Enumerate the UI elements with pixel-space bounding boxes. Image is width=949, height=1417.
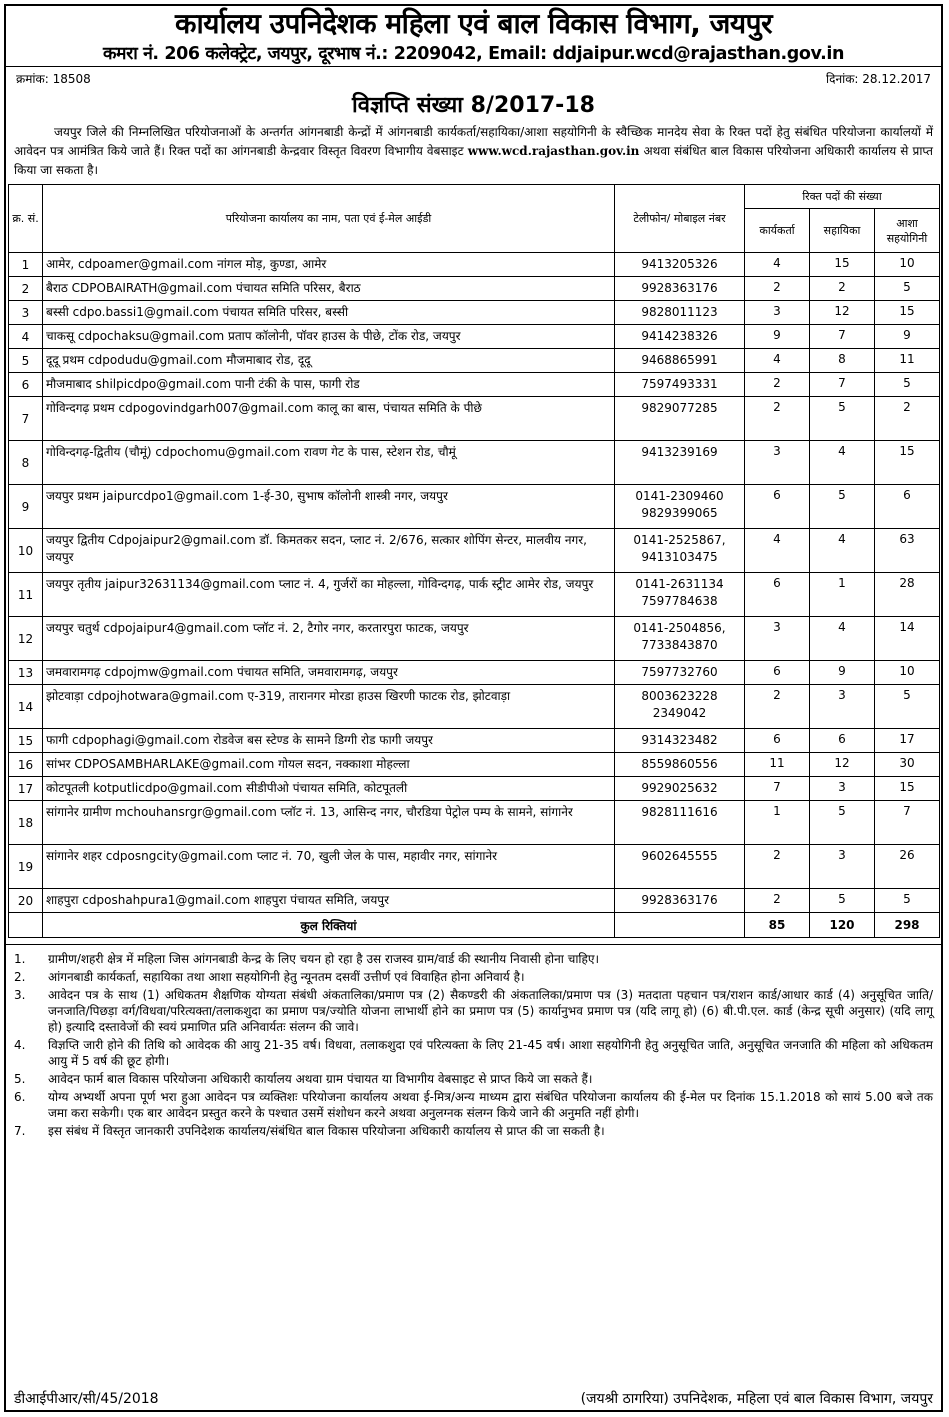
row-sn: 8 bbox=[9, 441, 43, 485]
row-helper: 3 bbox=[810, 845, 875, 889]
term-item bbox=[14, 951, 933, 967]
row-worker: 2 bbox=[745, 845, 810, 889]
row-phone: 7597493331 bbox=[615, 373, 745, 397]
table-row bbox=[9, 373, 940, 397]
row-helper: 7 bbox=[810, 325, 875, 349]
row-sn: 9 bbox=[9, 485, 43, 529]
row-phone: 7597732760 bbox=[615, 661, 745, 685]
row-asha: 15 bbox=[875, 441, 940, 485]
row-sn: 6 bbox=[9, 373, 43, 397]
row-phone: 9468865991 bbox=[615, 349, 745, 373]
notice-number: विज्ञप्ति संख्या 8/2017-18 bbox=[352, 93, 595, 118]
row-office: फागी cdpophagi@gmail.com रोडवेज बस स्टेण्ड के सामने डिग्गी रोड फागी जयपुर bbox=[43, 729, 615, 753]
row-asha: 30 bbox=[875, 753, 940, 777]
row-office: चाकसू cdpochaksu@gmail.com प्रताप कॉलोनी, पॉवर हाउस के पीछे, टोंक रोड, जयपुर bbox=[43, 325, 615, 349]
row-asha: 10 bbox=[875, 661, 940, 685]
row-worker: 6 bbox=[745, 485, 810, 529]
term-text: योग्य अभ्यर्थी अपना पूर्ण भरा हुआ आवेदन पत्र व्यक्तिशः परियोजना कार्यालय अथवा ई-मित्र/अन्य माध्यम द्वारा संबंधित परियोजना कार्यालय की ई-मेल पर दिनांक 15.1.2018 को सायं 5.00 बजे तक जमा करा सकेगी। एक बार आवेदन प्रस्तुत करने के पश्चात उसमें संशोधन करने अथवा अनुलग्नक संलग्न किये जाने की अनुमति नहीं होगी। bbox=[48, 1090, 933, 1120]
row-phone: 9828111616 bbox=[615, 801, 745, 845]
row-worker: 4 bbox=[745, 529, 810, 573]
row-worker: 6 bbox=[745, 661, 810, 685]
row-worker: 2 bbox=[745, 685, 810, 729]
term-item bbox=[14, 969, 933, 985]
table-row bbox=[9, 661, 940, 685]
row-asha: 15 bbox=[875, 777, 940, 801]
row-helper: 8 bbox=[810, 349, 875, 373]
row-phone: 0141-2309460 9829399065 bbox=[615, 485, 745, 529]
ref-number: क्रमांक: 18508 bbox=[16, 72, 91, 86]
row-phone: 9928363176 bbox=[615, 277, 745, 301]
table-row bbox=[9, 889, 940, 913]
row-phone: 9413239169 bbox=[615, 441, 745, 485]
term-number: 6. bbox=[14, 1090, 26, 1104]
row-office: बस्सी cdpo.bassi1@gmail.com पंचायत समिति परिसर, बस्सी bbox=[43, 301, 615, 325]
row-worker: 7 bbox=[745, 777, 810, 801]
table-row bbox=[9, 573, 940, 617]
table-row bbox=[9, 397, 940, 441]
table-row bbox=[9, 441, 940, 485]
row-asha: 10 bbox=[875, 253, 940, 277]
row-phone: 9929025632 bbox=[615, 777, 745, 801]
total-row bbox=[9, 913, 940, 938]
row-helper: 2 bbox=[810, 277, 875, 301]
row-office: सांगानेर ग्रामीण mchouhansrgr@gmail.com प्लॉट नं. 13, आसिन्द नगर, चौरडिया पेट्रोल पम्प के सामने, सांगानेर bbox=[43, 801, 615, 845]
row-worker: 11 bbox=[745, 753, 810, 777]
row-office: आमेर, cdpoamer@gmail.com नांगल मोड़, कुण्डा, आमेर bbox=[43, 253, 615, 277]
row-office: जयपुर द्वितीय Cdpojaipur2@gmail.com डॉ. किमतकर सदन, प्लाट नं. 2/676, सत्कार शोपिंग सेन्टर, मालवीय नगर, जयपुर bbox=[43, 529, 615, 573]
term-number: 5. bbox=[14, 1072, 26, 1086]
term-text: आवेदन पत्र के साथ (1) अधिकतम शैक्षणिक योग्यता संबंधी अंकतालिका/प्रमाण पत्र (2) सैकण्डरी की अंकतालिका/प्रमाण पत्र (3) मतदाता पहचान पत्र/राशन कार्ड/आधार कार्ड (4) अनुसूचित जाति/जनजाति/पिछड़ा वर्ग/विधवा/परित्यक्ता/तलाकशुदा का प्रमाण पत्र/ज्योति योजना लाभार्थी होने का प्रमाण पत्र (5) कार्यानुभव प्रमाण पत्र (यदि लागू हो) (6) बी.पी.एल. कार्ड (केन्द्र सूची अनुसार) (यदि लागू हो) इत्यादि दस्तावेजों की स्वयं प्रमाणित प्रति अनिवार्यतः संलग्न की जावे। bbox=[48, 988, 933, 1034]
row-phone: 9928363176 bbox=[615, 889, 745, 913]
row-worker: 3 bbox=[745, 441, 810, 485]
row-office: जयपुर चतुर्थ cdpojaipur4@gmail.com प्लॉट नं. 2, टैगोर नगर, करतारपुरा फाटक, जयपुर bbox=[43, 617, 615, 661]
row-sn: 11 bbox=[9, 573, 43, 617]
term-number: 1. bbox=[14, 952, 26, 966]
total-worker: 85 bbox=[745, 913, 810, 938]
term-item bbox=[14, 1071, 933, 1087]
row-sn: 19 bbox=[9, 845, 43, 889]
row-office: गोविन्दगढ़ प्रथम cdpogovindgarh007@gmail.com कालू का बास, पंचायत समिति के पीछे bbox=[43, 397, 615, 441]
intro-paragraph bbox=[6, 121, 941, 184]
row-worker: 9 bbox=[745, 325, 810, 349]
row-helper: 3 bbox=[810, 685, 875, 729]
office-contact: कमरा नं. 206 कलेक्ट्रेट, जयपुर, दूरभाष नं.: 2209042, Email: ddjaipur.wcd@rajasthan.gov.in bbox=[103, 44, 844, 64]
header-sn: क्र. सं. bbox=[9, 185, 43, 253]
row-asha: 6 bbox=[875, 485, 940, 529]
term-text: आवेदन फार्म बाल विकास परियोजना अधिकारी कार्यालय अथवा ग्राम पंचायत या विभागीय वेबसाइट से प्राप्त किये जा सकते हैं। bbox=[48, 1072, 593, 1086]
term-text: ग्रामीण/शहरी क्षेत्र में महिला जिस आंगनबाडी केन्द्र के लिए चयन हो रहा है उस राजस्व ग्राम/वार्ड की स्थानीय निवासी होना चाहिए। bbox=[48, 952, 600, 966]
row-office: शाहपुरा cdposhahpura1@gmail.com शाहपुरा पंचायत समिति, जयपुर bbox=[43, 889, 615, 913]
table-body bbox=[9, 253, 940, 913]
header-office: परियोजना कार्यालय का नाम, पता एवं ई-मेल आईडी bbox=[43, 185, 615, 253]
table-row bbox=[9, 685, 940, 729]
row-asha: 5 bbox=[875, 373, 940, 397]
intro-text-after: अथवा संबंधित बाल विकास परियोजना अधिकारी कार्यालय से प्राप्त किया जा सकता है। bbox=[14, 144, 933, 177]
row-worker: 6 bbox=[745, 729, 810, 753]
row-sn: 16 bbox=[9, 753, 43, 777]
row-sn: 5 bbox=[9, 349, 43, 373]
row-worker: 1 bbox=[745, 801, 810, 845]
row-asha: 9 bbox=[875, 325, 940, 349]
row-phone: 9314323482 bbox=[615, 729, 745, 753]
advertisement-page bbox=[4, 4, 943, 1412]
row-worker: 2 bbox=[745, 397, 810, 441]
row-helper: 12 bbox=[810, 753, 875, 777]
row-phone: 0141-2631134 7597784638 bbox=[615, 573, 745, 617]
row-phone: 9829077285 bbox=[615, 397, 745, 441]
row-office: बैराठ CDPOBAIRATH@gmail.com पंचायत समिति परिसर, बैराठ bbox=[43, 277, 615, 301]
row-office: सांभर CDPOSAMBHARLAKE@gmail.com गोयल सदन, नक्काशा मोहल्ला bbox=[43, 753, 615, 777]
row-sn: 2 bbox=[9, 277, 43, 301]
table-row bbox=[9, 277, 940, 301]
row-asha: 28 bbox=[875, 573, 940, 617]
row-asha: 5 bbox=[875, 277, 940, 301]
row-office: झोटवाड़ा cdpojhotwara@gmail.com ए-319, तारानगर मोरडा हाउस खिरणी फाटक रोड, झोटवाड़ा bbox=[43, 685, 615, 729]
row-asha: 7 bbox=[875, 801, 940, 845]
footer bbox=[6, 1389, 941, 1408]
row-worker: 4 bbox=[745, 349, 810, 373]
row-asha: 17 bbox=[875, 729, 940, 753]
row-helper: 15 bbox=[810, 253, 875, 277]
row-helper: 4 bbox=[810, 441, 875, 485]
row-phone: 9414238326 bbox=[615, 325, 745, 349]
terms-list bbox=[6, 944, 941, 1139]
row-asha: 14 bbox=[875, 617, 940, 661]
header-asha: आशा सहयोगिनी bbox=[875, 209, 940, 253]
table-row bbox=[9, 253, 940, 277]
table-row bbox=[9, 349, 940, 373]
intro-text: जयपुर जिले की निम्नलिखित परियोजनाओं के अन्तर्गत आंगनबाडी केन्द्रों में आंगनबाडी कार्यकर्ता/सहायिका/आशा सहयोगिनी के स्वैच्छिक मानदेय सेवा के रिक्त पदों हेतु संबंधित परियोजना कार्यालयों में आवेदन पत्र आमंत्रित किये जाते हैं। रिक्त पदों का आंगनबाडी केन्द्रवार विस्तृत विवरण विभागीय वेबसाइट bbox=[14, 125, 933, 158]
row-sn: 13 bbox=[9, 661, 43, 685]
row-sn: 4 bbox=[9, 325, 43, 349]
ref-line bbox=[6, 66, 941, 89]
row-helper: 1 bbox=[810, 573, 875, 617]
vacancy-table bbox=[8, 184, 940, 938]
term-item bbox=[14, 1089, 933, 1121]
row-office: जयपुर प्रथम jaipurcdpo1@gmail.com 1-ई-30, सुभाष कॉलोनी शास्त्री नगर, जयपुर bbox=[43, 485, 615, 529]
total-helper: 120 bbox=[810, 913, 875, 938]
term-text: इस संबंध में विस्तृत जानकारी उपनिदेशक कार्यालय/संबंधित बाल विकास परियोजना अधिकारी कार्यालय से प्राप्त की जा सकती है। bbox=[48, 1124, 605, 1138]
table-row bbox=[9, 753, 940, 777]
total-label: कुल रिक्तियां bbox=[43, 913, 615, 938]
table-row bbox=[9, 301, 940, 325]
row-office: गोविन्दगढ़-द्वितीय (चौमूं) cdpochomu@gmail.com रावण गेट के पास, स्टेशन रोड, चौमूं bbox=[43, 441, 615, 485]
table-row bbox=[9, 777, 940, 801]
row-office: सांगानेर शहर cdposngcity@gmail.com प्लाट नं. 70, खुली जेल के पास, महावीर नगर, सांगानेर bbox=[43, 845, 615, 889]
row-asha: 5 bbox=[875, 889, 940, 913]
row-helper: 5 bbox=[810, 889, 875, 913]
row-phone: 8003623228 2349042 bbox=[615, 685, 745, 729]
row-sn: 1 bbox=[9, 253, 43, 277]
row-helper: 6 bbox=[810, 729, 875, 753]
row-sn: 7 bbox=[9, 397, 43, 441]
row-asha: 2 bbox=[875, 397, 940, 441]
row-office: जयपुर तृतीय jaipur32631134@gmail.com प्लाट नं. 4, गुर्जरों का मोहल्ला, गोविन्दगढ़, पार्क स्ट्रीट आमेर रोड, जयपुर bbox=[43, 573, 615, 617]
row-helper: 9 bbox=[810, 661, 875, 685]
row-office: दूदू प्रथम cdpodudu@gmail.com मौजमाबाद रोड, दूदू bbox=[43, 349, 615, 373]
row-helper: 4 bbox=[810, 617, 875, 661]
row-helper: 4 bbox=[810, 529, 875, 573]
table-row bbox=[9, 485, 940, 529]
table-row bbox=[9, 617, 940, 661]
row-worker: 2 bbox=[745, 889, 810, 913]
row-phone: 9413205326 bbox=[615, 253, 745, 277]
row-sn: 20 bbox=[9, 889, 43, 913]
term-number: 7. bbox=[14, 1124, 26, 1138]
term-item bbox=[14, 987, 933, 1035]
row-sn: 3 bbox=[9, 301, 43, 325]
row-helper: 3 bbox=[810, 777, 875, 801]
header-phone: टेलीफोन/ मोबाइल नंबर bbox=[615, 185, 745, 253]
header-vacancy: रिक्त पदों की संख्या bbox=[745, 185, 940, 209]
row-sn: 17 bbox=[9, 777, 43, 801]
term-number: 3. bbox=[14, 988, 26, 1002]
website-url: www.wcd.rajasthan.gov.in bbox=[467, 144, 640, 158]
row-worker: 4 bbox=[745, 253, 810, 277]
signatory: (जयश्री ठागरिया) उपनिदेशक, महिला एवं बाल विकास विभाग, जयपुर bbox=[580, 1391, 933, 1407]
row-asha: 15 bbox=[875, 301, 940, 325]
term-number: 4. bbox=[14, 1038, 26, 1052]
header-helper: सहायिका bbox=[810, 209, 875, 253]
total-asha: 298 bbox=[875, 913, 940, 938]
table-row bbox=[9, 325, 940, 349]
row-sn: 10 bbox=[9, 529, 43, 573]
row-asha: 63 bbox=[875, 529, 940, 573]
row-worker: 3 bbox=[745, 301, 810, 325]
row-worker: 6 bbox=[745, 573, 810, 617]
term-number: 2. bbox=[14, 970, 26, 984]
office-title: कार्यालय उपनिदेशक महिला एवं बाल विकास विभाग, जयपुर bbox=[174, 7, 773, 40]
table-row bbox=[9, 529, 940, 573]
term-text: विज्ञप्ति जारी होने की तिथि को आवेदक की आयु 21-35 वर्ष। विधवा, तलाकशुदा एवं परित्यक्ता के लिए 21-45 वर्ष। आशा सहयोगिनी हेतु अनुसूचित जाति, अनुसूचित जनजाति की महिला को अधिकतम आयु में 5 वर्ष की छूट होगी। bbox=[48, 1038, 933, 1068]
row-office: जमवारामगढ़ cdpojmw@gmail.com पंचायत समिति, जमवारामगढ़, जयपुर bbox=[43, 661, 615, 685]
row-sn: 14 bbox=[9, 685, 43, 729]
row-sn: 12 bbox=[9, 617, 43, 661]
row-helper: 5 bbox=[810, 397, 875, 441]
row-sn: 15 bbox=[9, 729, 43, 753]
row-phone: 0141-2525867, 9413103475 bbox=[615, 529, 745, 573]
term-item bbox=[14, 1123, 933, 1139]
row-asha: 26 bbox=[875, 845, 940, 889]
ref-date: दिनांक: 28.12.2017 bbox=[825, 72, 931, 86]
row-worker: 3 bbox=[745, 617, 810, 661]
row-phone: 0141-2504856, 7733843870 bbox=[615, 617, 745, 661]
table-row bbox=[9, 845, 940, 889]
table-row bbox=[9, 801, 940, 845]
term-text: आंगनबाडी कार्यकर्ता, सहायिका तथा आशा सहयोगिनी हेतु न्यूनतम दसवीं उत्तीर्ण एवं विवाहित होना अनिवार्य है। bbox=[48, 970, 525, 984]
row-worker: 2 bbox=[745, 277, 810, 301]
row-phone: 9828011123 bbox=[615, 301, 745, 325]
row-asha: 5 bbox=[875, 685, 940, 729]
row-helper: 5 bbox=[810, 485, 875, 529]
row-worker: 2 bbox=[745, 373, 810, 397]
row-helper: 12 bbox=[810, 301, 875, 325]
row-sn: 18 bbox=[9, 801, 43, 845]
dipr-code: डीआईपीआर/सी/45/2018 bbox=[14, 1391, 159, 1407]
table-row bbox=[9, 729, 940, 753]
row-phone: 9602645555 bbox=[615, 845, 745, 889]
row-office: कोटपूतली kotputlicdpo@gmail.com सीडीपीओ पंचायत समिति, कोटपूतली bbox=[43, 777, 615, 801]
row-helper: 7 bbox=[810, 373, 875, 397]
row-helper: 5 bbox=[810, 801, 875, 845]
row-phone: 8559860556 bbox=[615, 753, 745, 777]
row-asha: 11 bbox=[875, 349, 940, 373]
term-item bbox=[14, 1037, 933, 1069]
row-office: मौजमाबाद shilpicdpo@gmail.com पानी टंकी के पास, फागी रोड bbox=[43, 373, 615, 397]
header-worker: कार्यकर्ता bbox=[745, 209, 810, 253]
